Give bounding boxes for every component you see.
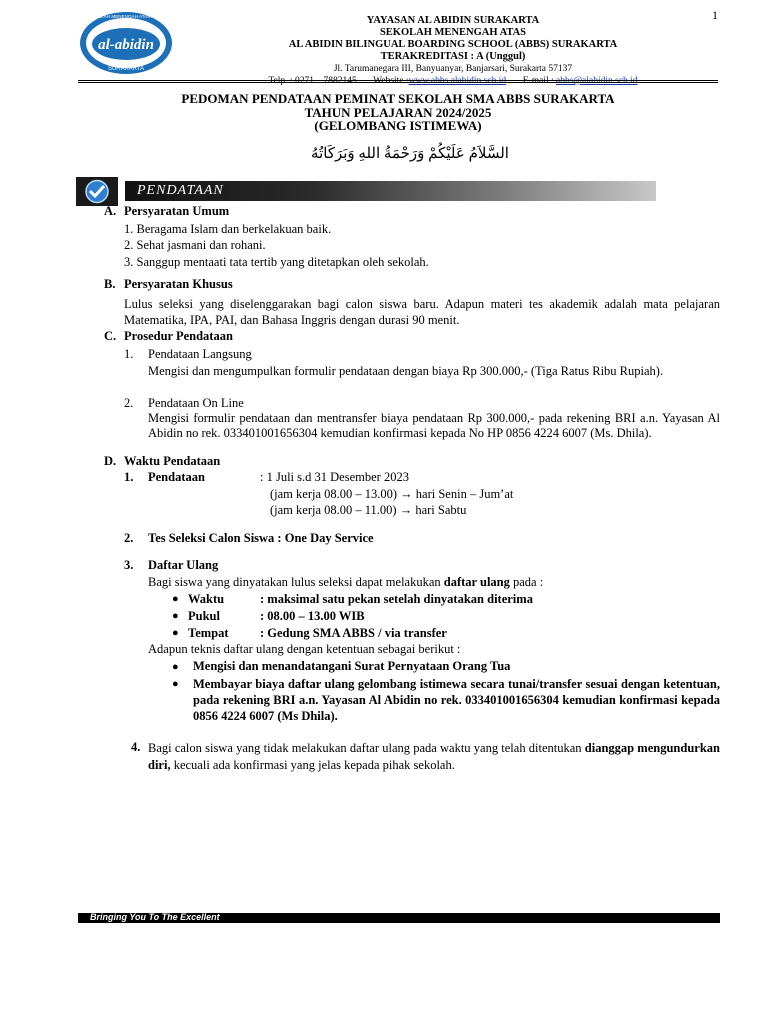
detail-value: : Gedung SMA ABBS / via transfer [260, 626, 447, 640]
daftar-ulang-intro [148, 575, 543, 590]
teknis-item: Membayar biaya daftar ulang gelombang istimewa secara tunai/transfer sesuai dengan ketentuan, pada rekening BRI a.n. Yayasan Al Abidin no rek. 033401001656304 kemudian konfirmasi kepada 0856 4224 6007 (Ms Dhila). [193, 677, 720, 723]
list-item-num: 1. [124, 347, 134, 361]
list-item-title: Pendataan On Line [148, 396, 244, 410]
list-item-num: 3. [124, 558, 134, 572]
section-a-title: Persyaratan Umum [124, 204, 230, 218]
list-item-title: Pendataan Langsung [148, 347, 252, 361]
email-link[interactable]: abbs@alabidin.sch.id [555, 76, 638, 86]
detail-label: Pukul [188, 609, 220, 623]
section-d-label: D. [104, 454, 117, 468]
section-banner-title: PENDATAAN [137, 183, 224, 198]
website-label: Website : [373, 76, 409, 86]
intro-bold: daftar ulang [443, 575, 510, 589]
foundation-name: YAYASAN AL ABIDIN SURAKARTA [366, 15, 540, 26]
section-a-label: A. [104, 204, 117, 218]
title-line-2: TAHUN PELAJARAN 2024/2025 [304, 104, 492, 120]
footer-tagline: Bringing You To The Excellent [90, 912, 220, 922]
section-b-title: Persyaratan Khusus [124, 277, 233, 291]
bullet-icon: ● [172, 661, 179, 673]
website-link[interactable]: www.abbs.alabidin.sch.id [408, 76, 507, 86]
bullet-icon: ● [172, 610, 179, 622]
pendataan-hours-saturday: (jam kerja 08.00 – 11.00) → hari Sabtu [270, 503, 467, 517]
section-banner [125, 181, 656, 201]
school-name: AL ABIDIN BILINGUAL BOARDING SCHOOL (ABBS) SURAKARTA [288, 39, 618, 50]
document-title [78, 92, 718, 133]
school-logo [78, 10, 174, 76]
section-c-label: C. [104, 329, 117, 343]
list-item-num: 2. [124, 531, 134, 545]
section-check-icon [76, 177, 118, 206]
title-line-1: PEDOMAN PENDATAAN PEMINAT SEKOLAH SMA ABBS SURAKARTA [181, 91, 615, 106]
bullet-icon: ● [172, 678, 179, 690]
intro-text: Bagi siswa yang dinyatakan lulus seleksi dapat melakukan [148, 575, 444, 589]
logo-bottom-text: SURAKARTA [107, 66, 145, 72]
item4-text-start: Bagi calon siswa yang tidak melakukan daftar ulang pada waktu yang telah ditentukan [148, 741, 585, 755]
letterhead [178, 15, 728, 87]
list-item: 2. Sehat jasmani dan rohani. [124, 238, 266, 252]
tes-seleksi: Tes Seleksi Calon Siswa : One Day Service [148, 531, 374, 545]
arabic-greeting: السَّلاَمُ عَلَيْكُمْ وَرَحْمَةُ اللهِ وَبَرَكَاتُهُ [311, 146, 509, 162]
list-item: 3. Sanggup mentaati tata tertib yang ditetapkan oleh sekolah. [124, 255, 429, 269]
teknis-item: Mengisi dan menandatangani Surat Pernyataan Orang Tua [193, 659, 511, 673]
accreditation: TERAKREDITASI : A (Unggul) [380, 51, 526, 62]
list-item-num: 2. [124, 396, 134, 410]
logo-ring-text: SEKOLAH MENENGAH ATAS ABBS [88, 14, 164, 19]
pendataan-label: Pendataan [148, 470, 205, 484]
page-number: 1 [712, 8, 718, 22]
bullet-icon: ● [172, 627, 179, 639]
logo-name: al-abidin [98, 37, 154, 53]
header-rule [78, 80, 718, 81]
bullet-icon: ● [172, 593, 179, 605]
section-d-title: Waktu Pendataan [124, 454, 221, 468]
school-level: SEKOLAH MENENGAH ATAS [379, 27, 527, 38]
detail-label: Waktu [188, 592, 225, 606]
daftar-ulang-title: Daftar Ulang [148, 558, 219, 572]
section-c-title: Prosedur Pendataan [124, 329, 233, 343]
title-line-3: (GELOMBANG ISTIMEWA) [314, 118, 482, 133]
teknis-intro: Adapun teknis daftar ulang dengan ketentuan sebagai berikut : [148, 642, 461, 656]
list-item-num: 1. [124, 470, 134, 484]
pendataan-hours-weekday: (jam kerja 08.00 – 13.00) → hari Senin – Jum’at [270, 487, 514, 501]
header-rule-thin [78, 82, 718, 83]
item4-text-end: kecuali ada konfirmasi yang jelas kepada pihak sekolah. [170, 757, 455, 772]
telp: Telp. : 0271 – 7882145 [268, 76, 357, 86]
list-item-text: Mengisi dan mengumpulkan formulir pendataan dengan biaya Rp 300.000,- (Tiga Ratus Ribu Rupiah). [148, 364, 664, 378]
pendataan-date: : 1 Juli s.d 31 Desember 2023 [260, 470, 409, 484]
section-b-label: B. [104, 277, 116, 291]
item4-text [148, 740, 720, 773]
section-b-text: Lulus seleksi yang diselenggarakan bagi calon siswa baru. Adapun materi tes akademik adalah mata pelajaran Matematika, IPA, PAI, dan Bahasa Inggris dengan durasi 90 menit. [124, 297, 720, 327]
detail-label: Tempat [188, 626, 229, 640]
item4-bold: dianggap mengundurkan diri, [148, 741, 720, 772]
footer-bar [78, 913, 720, 923]
email-label: E-mail : [522, 76, 554, 86]
intro-end: pada : [509, 575, 544, 589]
list-item-num: 4. [131, 740, 141, 754]
address: Jl. Tarumanegara III, Banyuanyar, Banjarsari, Surakarta 57137 [333, 64, 573, 74]
detail-value: : maksimal satu pekan setelah dinyatakan diterima [260, 592, 533, 606]
detail-value: : 08.00 – 13.00 WIB [260, 609, 365, 623]
list-item-text: Mengisi formulir pendataan dan mentransfer biaya pendataan Rp 300.000,- pada rekening BRI a.n. Yayasan Al Abidin no rek. 033401001656304 kemudian konfirmasi kepada No HP 0856 4224 6007 (Ms. Dhila). [148, 411, 720, 440]
contact-line [178, 75, 728, 87]
list-item: 1. Beragama Islam dan berkelakuan baik. [124, 222, 332, 236]
